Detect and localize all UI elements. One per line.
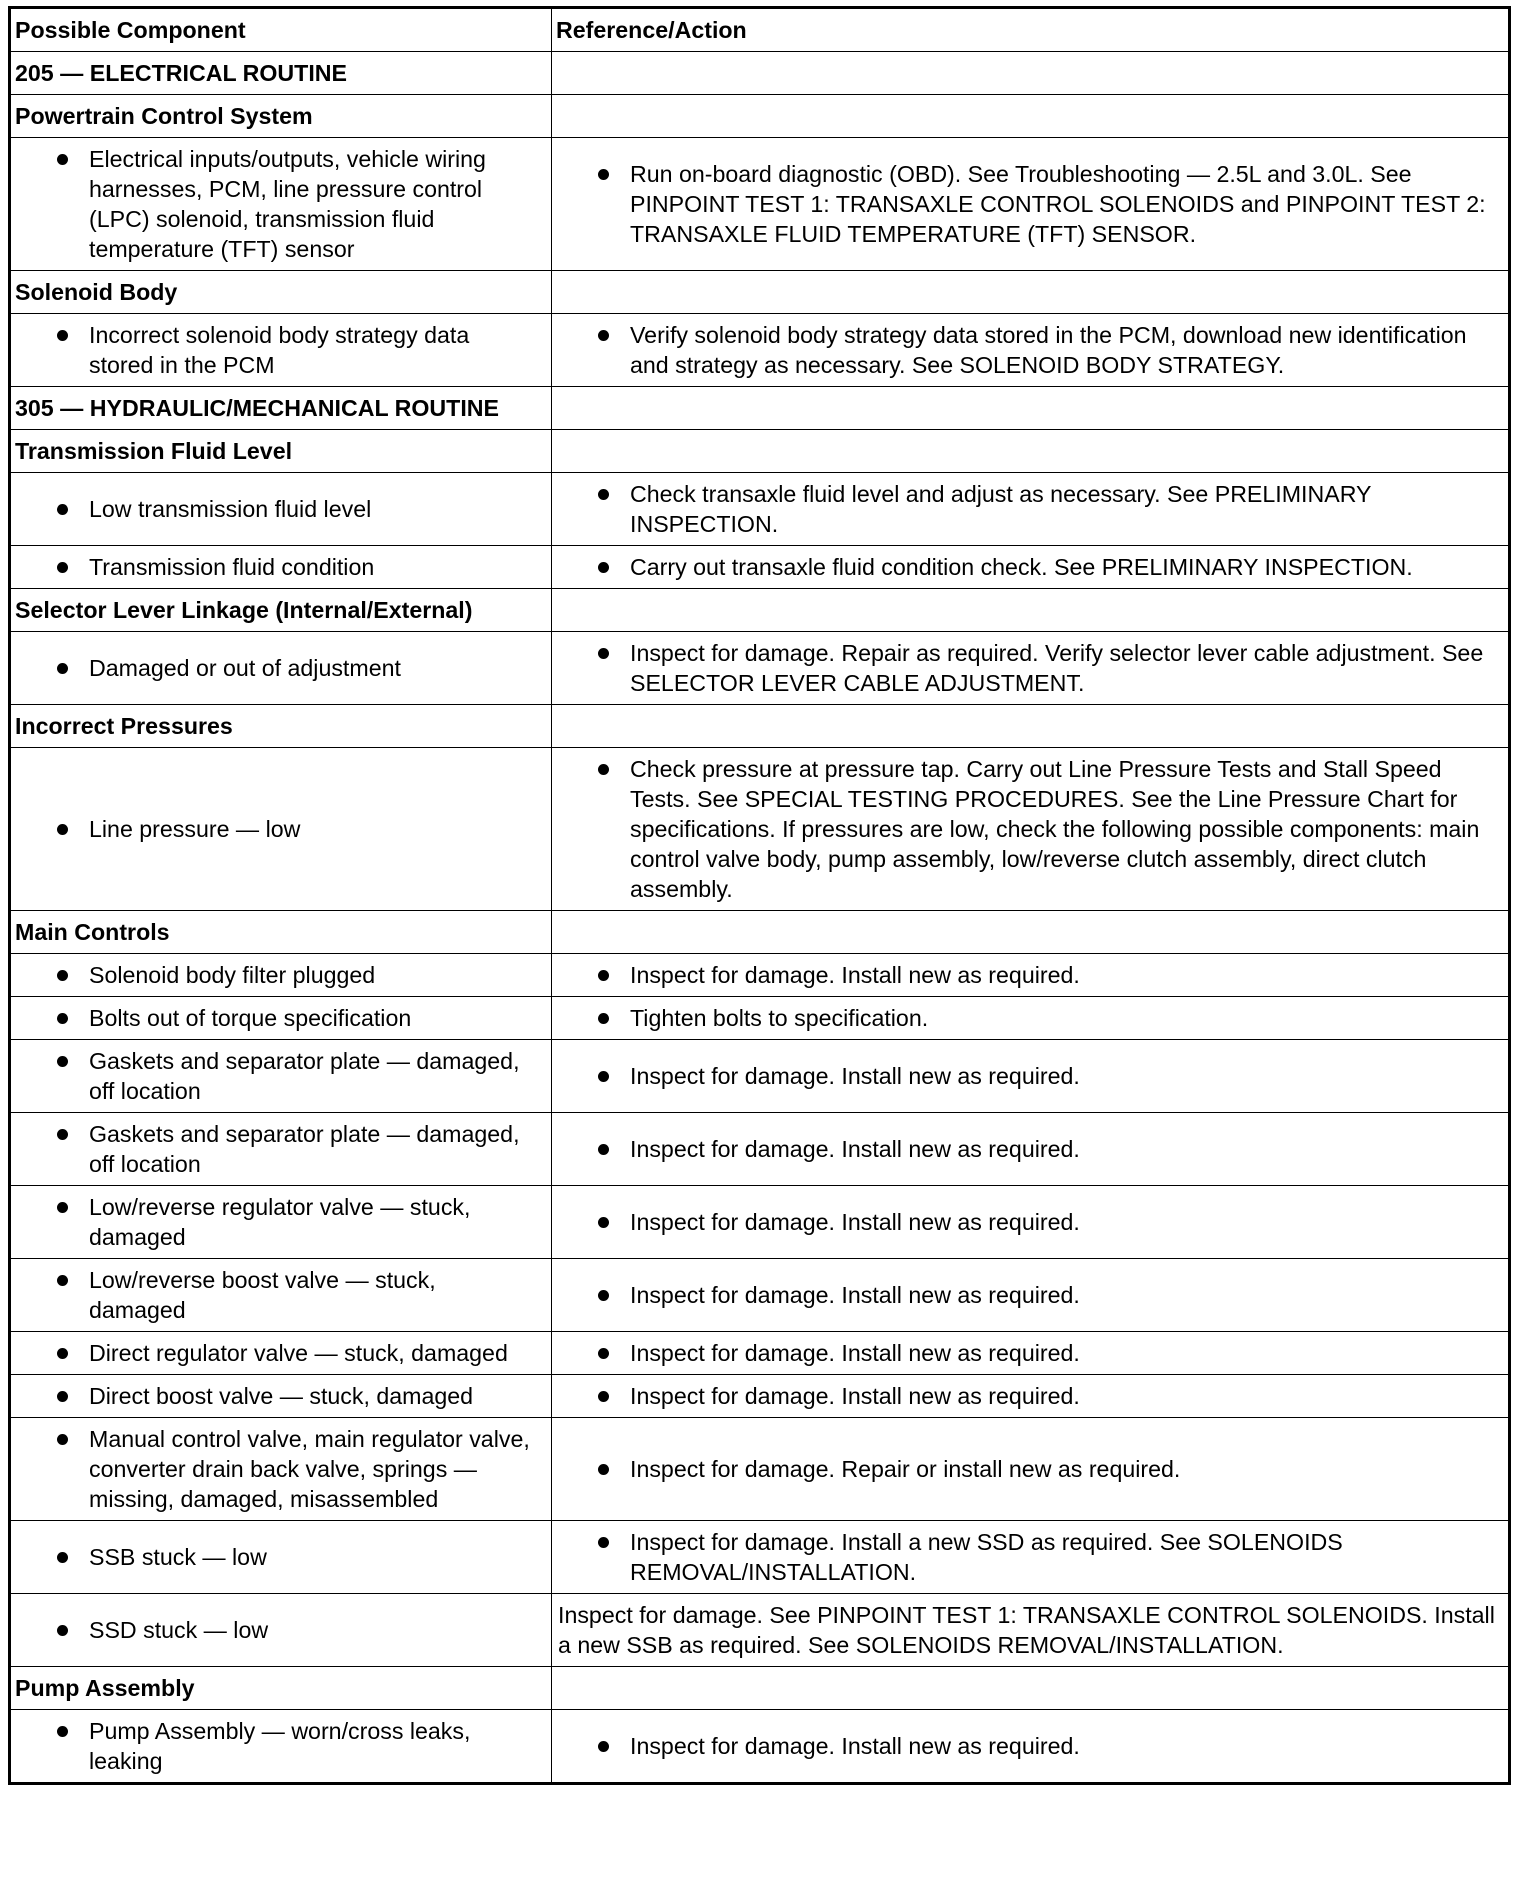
action-text: Check transaxle fluid level and adjust as necessary. See PRELIMINARY INSPECTION. <box>630 481 1372 537</box>
action-item <box>556 552 1502 582</box>
component-cell <box>10 1710 552 1784</box>
bullet-icon <box>57 1202 68 1213</box>
bullet-icon <box>598 1348 609 1359</box>
table-row <box>10 1040 1510 1113</box>
empty-cell <box>552 430 1510 473</box>
action-item <box>556 1207 1502 1237</box>
action-item <box>556 754 1502 904</box>
action-item <box>556 1003 1502 1033</box>
bullet-icon <box>598 970 609 981</box>
action-cell <box>552 1113 1510 1186</box>
component-item <box>15 960 545 990</box>
bullet-icon <box>598 489 609 500</box>
component-cell <box>10 1375 552 1418</box>
action-text: Check pressure at pressure tap. Carry out Line Pressure Tests and Stall Speed Tests. See SPECIAL TESTING PROCEDURES. See the Line Pressure Chart for specifications. If pressures are low, check the following possible components: main control valve body, pump assembly, low/reverse clutch assembly, direct clutch assembly. <box>630 756 1480 902</box>
action-cell <box>552 632 1510 705</box>
bullet-icon <box>598 1071 609 1082</box>
action-item <box>556 1134 1502 1164</box>
section-heading: Solenoid Body <box>10 271 552 314</box>
bullet-icon <box>57 1391 68 1402</box>
bullet-icon <box>598 1391 609 1402</box>
section-row <box>10 1667 1510 1710</box>
bullet-icon <box>57 1275 68 1286</box>
component-text: SSD stuck — low <box>89 1617 269 1643</box>
action-item <box>556 1061 1502 1091</box>
section-row <box>10 911 1510 954</box>
table-row <box>10 997 1510 1040</box>
header-row <box>10 8 1510 52</box>
bullet-icon <box>598 648 609 659</box>
header-possible-component: Possible Component <box>10 8 552 52</box>
action-cell <box>552 314 1510 387</box>
bullet-icon <box>57 1434 68 1445</box>
component-item <box>15 1542 545 1572</box>
component-item <box>15 1424 545 1514</box>
bullet-icon <box>57 1129 68 1140</box>
bullet-icon <box>57 330 68 341</box>
action-item <box>556 1381 1502 1411</box>
component-cell <box>10 1418 552 1521</box>
bullet-icon <box>57 970 68 981</box>
bullet-icon <box>57 824 68 835</box>
component-item <box>15 1338 545 1368</box>
bullet-icon <box>57 1056 68 1067</box>
component-text: Low/reverse regulator valve — stuck, damaged <box>89 1194 471 1250</box>
bullet-icon <box>57 504 68 515</box>
empty-cell <box>552 52 1510 95</box>
component-text: Low transmission fluid level <box>89 496 372 522</box>
bullet-icon <box>598 1464 609 1475</box>
table-row <box>10 473 1510 546</box>
bullet-icon <box>598 1217 609 1228</box>
component-cell <box>10 1113 552 1186</box>
action-text: Inspect for damage. Repair or install new as required. <box>630 1456 1181 1482</box>
table-row <box>10 1521 1510 1594</box>
action-text: Inspect for damage. Install new as required. <box>630 1340 1080 1366</box>
bullet-icon <box>57 1013 68 1024</box>
component-text: Electrical inputs/outputs, vehicle wiring harnesses, PCM, line pressure control (LPC) solenoid, transmission fluid temperature (TFT) sensor <box>89 146 486 262</box>
section-heading: 305 — HYDRAULIC/MECHANICAL ROUTINE <box>10 387 552 430</box>
action-text: Inspect for damage. Install a new SSD as required. See SOLENOIDS REMOVAL/INSTALLATION. <box>630 1529 1343 1585</box>
action-text: Inspect for damage. See PINPOINT TEST 1: TRANSAXLE CONTROL SOLENOIDS. Install a new SSB as required. See SOLENOIDS REMOVAL/INSTALLATION. <box>558 1602 1495 1658</box>
bullet-icon <box>57 1552 68 1563</box>
component-cell <box>10 954 552 997</box>
action-cell <box>552 473 1510 546</box>
section-row <box>10 271 1510 314</box>
section-row <box>10 705 1510 748</box>
bullet-icon <box>598 1144 609 1155</box>
action-item <box>556 960 1502 990</box>
empty-cell <box>552 705 1510 748</box>
component-cell <box>10 632 552 705</box>
empty-cell <box>552 95 1510 138</box>
action-item <box>556 1280 1502 1310</box>
table-row <box>10 632 1510 705</box>
action-text: Inspect for damage. Install new as required. <box>630 1282 1080 1308</box>
bullet-icon <box>57 154 68 165</box>
section-row <box>10 589 1510 632</box>
table-row <box>10 1186 1510 1259</box>
header-reference-action: Reference/Action <box>552 8 1510 52</box>
section-row <box>10 430 1510 473</box>
table-row <box>10 1375 1510 1418</box>
action-cell <box>552 1040 1510 1113</box>
empty-cell <box>552 271 1510 314</box>
action-cell <box>552 954 1510 997</box>
action-item <box>556 479 1502 539</box>
bullet-icon <box>57 1625 68 1636</box>
bullet-icon <box>57 1726 68 1737</box>
component-text: Incorrect solenoid body strategy data stored in the PCM <box>89 322 470 378</box>
action-text: Inspect for damage. Install new as required. <box>630 1209 1080 1235</box>
action-cell <box>552 997 1510 1040</box>
section-heading: Powertrain Control System <box>10 95 552 138</box>
action-cell <box>552 138 1510 271</box>
bullet-icon <box>598 1013 609 1024</box>
bullet-icon <box>57 663 68 674</box>
table-row <box>10 1259 1510 1332</box>
action-cell <box>552 1418 1510 1521</box>
table-row <box>10 1594 1510 1667</box>
section-heading: Incorrect Pressures <box>10 705 552 748</box>
action-text: Tighten bolts to specification. <box>630 1005 929 1031</box>
component-text: Gaskets and separator plate — damaged, off location <box>89 1048 520 1104</box>
component-cell <box>10 997 552 1040</box>
component-item <box>15 494 545 524</box>
component-cell <box>10 1040 552 1113</box>
action-text: Run on-board diagnostic (OBD). See Troubleshooting — 2.5L and 3.0L. See PINPOINT TEST 1: TRANSAXLE CONTROL SOLENOIDS and PINPOINT TEST 2: TRANSAXLE FLUID TEMPERATURE (TFT) SENSOR. <box>630 161 1486 247</box>
component-text: Low/reverse boost valve — stuck, damaged <box>89 1267 436 1323</box>
component-item <box>15 1046 545 1106</box>
component-text: Transmission fluid condition <box>89 554 375 580</box>
action-text: Verify solenoid body strategy data stored in the PCM, download new identification and strategy as necessary. See SOLENOID BODY STRATEGY. <box>630 322 1467 378</box>
component-text: Gaskets and separator plate — damaged, off location <box>89 1121 520 1177</box>
section-row <box>10 52 1510 95</box>
section-row <box>10 95 1510 138</box>
component-cell <box>10 1594 552 1667</box>
action-text: Inspect for damage. Install new as required. <box>630 1063 1080 1089</box>
action-item <box>556 1338 1502 1368</box>
empty-cell <box>552 911 1510 954</box>
component-cell <box>10 748 552 911</box>
action-item <box>556 1527 1502 1587</box>
bullet-icon <box>598 764 609 775</box>
component-text: Direct boost valve — stuck, damaged <box>89 1383 474 1409</box>
bullet-icon <box>598 1537 609 1548</box>
section-heading: Main Controls <box>10 911 552 954</box>
component-cell <box>10 1332 552 1375</box>
component-item <box>15 144 545 264</box>
component-cell <box>10 1259 552 1332</box>
component-item <box>15 552 545 582</box>
component-item <box>15 1192 545 1252</box>
action-item <box>556 159 1502 249</box>
component-item <box>15 1381 545 1411</box>
table-row <box>10 314 1510 387</box>
bullet-icon <box>57 562 68 573</box>
table-row <box>10 1332 1510 1375</box>
component-item <box>15 1119 545 1179</box>
action-item <box>556 320 1502 380</box>
action-text: Inspect for damage. Repair as required. Verify selector lever cable adjustment. See SELECTOR LEVER CABLE ADJUSTMENT. <box>630 640 1484 696</box>
section-heading: 205 — ELECTRICAL ROUTINE <box>10 52 552 95</box>
component-text: Manual control valve, main regulator valve, converter drain back valve, springs — missing, damaged, misassembled <box>89 1426 530 1512</box>
component-text: Damaged or out of adjustment <box>89 655 401 681</box>
component-item <box>15 1615 545 1645</box>
action-cell <box>552 1521 1510 1594</box>
action-text: Inspect for damage. Install new as required. <box>630 1733 1080 1759</box>
section-heading: Pump Assembly <box>10 1667 552 1710</box>
bullet-icon <box>598 562 609 573</box>
action-item <box>556 638 1502 698</box>
section-row <box>10 387 1510 430</box>
component-item <box>15 320 545 380</box>
component-cell <box>10 546 552 589</box>
bullet-icon <box>598 1741 609 1752</box>
action-cell <box>552 1332 1510 1375</box>
action-item <box>556 1454 1502 1484</box>
component-item <box>15 1265 545 1325</box>
action-cell <box>552 1594 1510 1667</box>
action-cell <box>552 748 1510 911</box>
component-cell <box>10 314 552 387</box>
component-text: Line pressure — low <box>89 816 301 842</box>
action-item <box>556 1600 1502 1660</box>
bullet-icon <box>598 169 609 180</box>
table-row <box>10 1113 1510 1186</box>
action-item <box>556 1731 1502 1761</box>
table-row <box>10 748 1510 911</box>
action-text: Inspect for damage. Install new as required. <box>630 1136 1080 1162</box>
table-row <box>10 138 1510 271</box>
component-text: Solenoid body filter plugged <box>89 962 376 988</box>
table-row <box>10 546 1510 589</box>
component-cell <box>10 473 552 546</box>
component-item <box>15 1003 545 1033</box>
component-text: Pump Assembly — worn/cross leaks, leaking <box>89 1718 471 1774</box>
empty-cell <box>552 387 1510 430</box>
empty-cell <box>552 1667 1510 1710</box>
table-row <box>10 954 1510 997</box>
component-cell <box>10 1186 552 1259</box>
diagnosis-table <box>8 6 1511 1785</box>
action-cell <box>552 546 1510 589</box>
empty-cell <box>552 589 1510 632</box>
bullet-icon <box>57 1348 68 1359</box>
component-item <box>15 814 545 844</box>
component-item <box>15 653 545 683</box>
section-heading: Transmission Fluid Level <box>10 430 552 473</box>
action-cell <box>552 1710 1510 1784</box>
bullet-icon <box>598 330 609 341</box>
component-text: SSB stuck — low <box>89 1544 267 1570</box>
action-text: Inspect for damage. Install new as required. <box>630 1383 1080 1409</box>
table-row <box>10 1418 1510 1521</box>
component-text: Direct regulator valve — stuck, damaged <box>89 1340 508 1366</box>
component-cell <box>10 1521 552 1594</box>
action-text: Carry out transaxle fluid condition check. See PRELIMINARY INSPECTION. <box>630 554 1413 580</box>
section-heading: Selector Lever Linkage (Internal/External) <box>10 589 552 632</box>
component-item <box>15 1716 545 1776</box>
component-text: Bolts out of torque specification <box>89 1005 412 1031</box>
bullet-icon <box>598 1290 609 1301</box>
action-cell <box>552 1375 1510 1418</box>
action-cell <box>552 1186 1510 1259</box>
action-cell <box>552 1259 1510 1332</box>
table-body <box>10 52 1510 1784</box>
component-cell <box>10 138 552 271</box>
action-text: Inspect for damage. Install new as required. <box>630 962 1080 988</box>
table-row <box>10 1710 1510 1784</box>
